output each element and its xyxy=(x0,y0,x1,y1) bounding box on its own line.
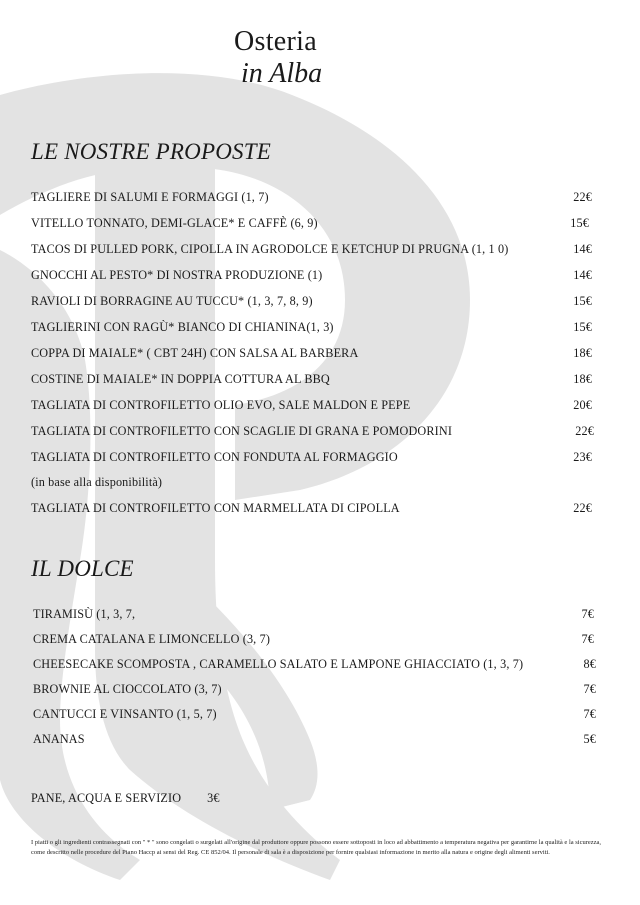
menu-item xyxy=(0,395,640,415)
menu-item-name: TAGLIERINI CON RAGÙ* BIANCO DI CHIANINA(1, 3) xyxy=(31,320,334,334)
menu-item-price: 22€ xyxy=(573,501,592,515)
menu-item-name: GNOCCHI AL PESTO* DI NOSTRA PRODUZIONE (1) xyxy=(31,268,323,282)
section-title-proposte: LE NOSTRE PROPOSTE xyxy=(31,139,271,164)
menu-item xyxy=(0,654,640,674)
menu-item xyxy=(0,213,640,233)
menu-item-name: TACOS DI PULLED PORK, CIPOLLA IN AGRODOLCE E KETCHUP DI PRUGNA (1, 1 0) xyxy=(31,242,509,256)
menu-item-price: 15€ xyxy=(570,216,589,230)
menu-item xyxy=(0,447,640,467)
menu-item-price: 20€ xyxy=(573,398,592,412)
menu-item-name: CREMA CATALANA E LIMONCELLO (3, 7) xyxy=(33,632,271,646)
menu-item-price: 18€ xyxy=(573,346,592,360)
menu-item-price: 15€ xyxy=(573,294,592,308)
menu-item xyxy=(0,239,640,259)
menu-item-price: 22€ xyxy=(575,424,594,438)
menu-item-name: TAGLIATA DI CONTROFILETTO CON MARMELLATA DI CIPOLLA xyxy=(31,501,400,515)
section-title-dolce: IL DOLCE xyxy=(31,556,134,581)
menu-item xyxy=(0,604,640,624)
menu-item-price: 7€ xyxy=(583,682,596,696)
menu-item xyxy=(0,317,640,337)
menu-item-name: ANANAS xyxy=(33,732,85,746)
menu-item-name: COSTINE DI MAIALE* IN DOPPIA COTTURA AL BBQ xyxy=(31,372,330,386)
menu-item xyxy=(0,369,640,389)
menu-item xyxy=(0,187,640,207)
menu-item-price: 14€ xyxy=(573,268,592,282)
service-charge-price: 3€ xyxy=(207,791,220,805)
menu-item-price: 7€ xyxy=(583,707,596,721)
menu-item-note xyxy=(0,472,640,492)
menu-item-price: 8€ xyxy=(583,657,596,671)
menu-item-name: TAGLIATA DI CONTROFILETTO CON SCAGLIE DI GRANA E POMODORINI xyxy=(31,424,453,438)
menu-item xyxy=(0,729,640,749)
brand-name-line1: Osteria xyxy=(234,26,317,57)
service-charge-label: PANE, ACQUA E SERVIZIO xyxy=(31,791,182,805)
menu-item-name: CHEESECAKE SCOMPOSTA , CARAMELLO SALATO E LAMPONE GHIACCIATO (1, 3, 7) xyxy=(33,657,524,671)
service-charge-line xyxy=(31,788,220,808)
menu-item-name: TAGLIATA DI CONTROFILETTO OLIO EVO, SALE MALDON E PEPE xyxy=(31,398,411,412)
menu-item-price: 18€ xyxy=(573,372,592,386)
menu-item-name: BROWNIE AL CIOCCOLATO (3, 7) xyxy=(33,682,222,696)
menu-item-price: 5€ xyxy=(583,732,596,746)
menu-item-price: 7€ xyxy=(581,607,594,621)
menu-item-name: CANTUCCI E VINSANTO (1, 5, 7) xyxy=(33,707,217,721)
menu-item-name: (in base alla disponibilità) xyxy=(31,475,163,489)
menu-item-name: RAVIOLI DI BORRAGINE AU TUCCU* (1, 3, 7, 8, 9) xyxy=(31,294,313,308)
brand-name-line2: in Alba xyxy=(241,58,323,89)
menu-item xyxy=(0,498,640,518)
menu-item xyxy=(0,629,640,649)
menu-item-name: TAGLIATA DI CONTROFILETTO CON FONDUTA AL FORMAGGIO xyxy=(31,450,398,464)
menu-item-price: 7€ xyxy=(581,632,594,646)
menu-item xyxy=(0,265,640,285)
brand-logo xyxy=(234,28,414,88)
menu-item-name: TAGLIERE DI SALUMI E FORMAGGI (1, 7) xyxy=(31,190,269,204)
menu-item xyxy=(0,291,640,311)
menu-item xyxy=(0,343,640,363)
menu-item-name: VITELLO TONNATO, DEMI-GLACE* E CAFFÈ (6, 9) xyxy=(31,216,318,230)
menu-item-price: 14€ xyxy=(573,242,592,256)
menu-item xyxy=(0,704,640,724)
menu-item-price: 15€ xyxy=(573,320,592,334)
menu-item xyxy=(0,421,640,441)
menu-item-name: TIRAMISÙ (1, 3, 7, xyxy=(33,607,136,621)
menu-item-price: 23€ xyxy=(573,450,592,464)
menu-item xyxy=(0,679,640,699)
allergen-disclaimer: I piatti o gli ingredienti contrassegnati con " * " sono congelati o surgelati all'origine dal produttore oppure possono essere sottoposti in loco ad abbattimento a temperatura negativa per garantirne la qualità e la sicurezza, come descritto nelle procedure del Piano Haccp ai sensi del Reg. CE 852/04. Il personale di sala è a disposizione per fornire qualsiasi informazione in merito alla natura e origine degli alimenti serviti. xyxy=(31,839,602,856)
menu-item-price: 22€ xyxy=(573,190,592,204)
menu-item-name: COPPA DI MAIALE* ( CBT 24H) CON SALSA AL BARBERA xyxy=(31,346,359,360)
